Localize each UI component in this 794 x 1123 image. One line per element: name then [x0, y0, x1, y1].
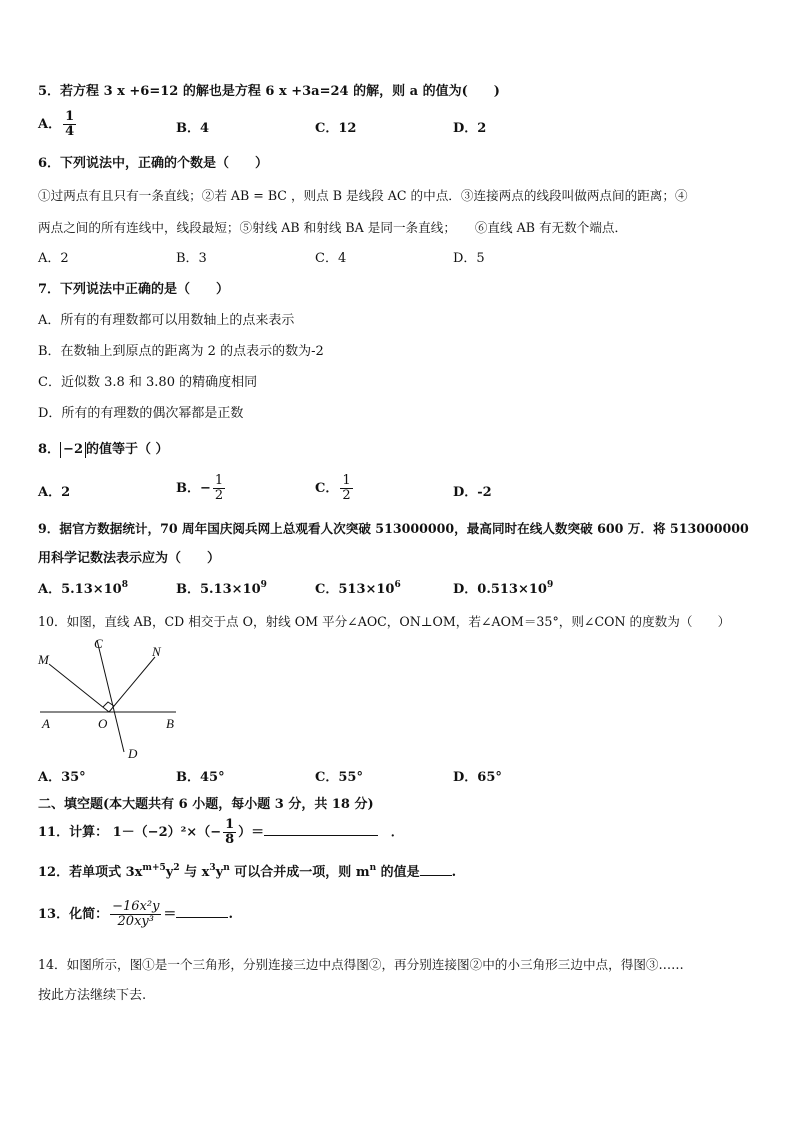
q12-exponent-5: n: [369, 863, 377, 873]
q10-geometry-figure: [36, 634, 186, 764]
q8-stem: [38, 441, 169, 459]
q8-option-c-denominator: 2: [342, 488, 351, 503]
q8-suffix: 的值等于（ ）: [86, 442, 169, 457]
q12-end: .: [451, 865, 457, 880]
line-cd: [97, 640, 124, 752]
q9-option-b-exponent: 9: [260, 580, 267, 590]
q13-stem: [38, 900, 233, 929]
q8-option-c-label: C．: [315, 481, 339, 496]
q13-end: .: [228, 907, 233, 922]
q13-denominator: 20xy³: [110, 914, 161, 929]
q7-stem: 7．下列说法中正确的是（ ）: [38, 282, 230, 297]
q6-option-b[interactable]: B．3: [176, 251, 207, 266]
q9-stem-line2: 用科学记数法表示应为（ ）: [38, 551, 221, 566]
q12-mid-1: y: [165, 865, 174, 880]
q8-option-d[interactable]: D．-2: [453, 485, 492, 500]
q12-exponent-1: m+5: [142, 863, 166, 873]
label-c: C: [94, 636, 103, 651]
q5-option-a-denominator: 4: [65, 124, 75, 139]
q9-stem-line1: 9．据官方数据统计，70 周年国庆阅兵网上总观看人次突破 513000000，最高同时在线人数突破 600 万．将 513000000: [38, 521, 749, 536]
q12-mid-2: 与 x: [179, 865, 210, 880]
q12-exponent-4: n: [223, 863, 230, 873]
q6-option-d[interactable]: D．5: [453, 251, 485, 266]
q6-statements-line2: 两点之间的所有连线中，线段最短；⑤射线 AB 和射线 BA 是同一条直线； ⑥直线 AB 有无数个端点．: [38, 220, 628, 235]
q14-stem-line1: 14．如图所示，图①是一个三角形，分别连接三边中点得图②，再分别连接图②中的小三角形三边中点，得图③……: [38, 957, 684, 972]
q9-option-d[interactable]: [453, 581, 553, 599]
q8-option-b-numerator: 1: [214, 473, 224, 488]
q13-prefix: 13．化简：: [38, 907, 109, 922]
q9-option-a[interactable]: [38, 581, 128, 599]
q10-option-a[interactable]: A．35°: [38, 770, 86, 785]
q5-option-a-label: A．: [38, 117, 62, 132]
ray-on: [109, 657, 155, 712]
q12-exponent-2: 2: [173, 863, 180, 873]
q5-option-a[interactable]: [38, 110, 78, 139]
q5-stem: 5．若方程 3 x +6=12 的解也是方程 6 x +3a=24 的解，则 a 的值为( ): [38, 84, 500, 99]
q8-option-a[interactable]: A．2: [38, 485, 71, 500]
q8-option-c-fraction: [340, 474, 352, 503]
q5-option-a-numerator: 1: [65, 109, 75, 124]
q7-option-c[interactable]: C．近似数 3.8 和 3.80 的精确度相同: [38, 375, 258, 390]
q9-option-d-base: D．0.513×10: [453, 582, 547, 597]
q12-mid-4: 可以合并成一项，则 m: [229, 865, 370, 880]
q8-option-b-label: B．−: [176, 481, 211, 496]
q7-option-b[interactable]: B．在数轴上到原点的距离为 2 的点表示的数为-2: [38, 344, 324, 359]
q9-option-a-exponent: 8: [121, 580, 128, 590]
q6-stem: 6．下列说法中，正确的个数是（ ）: [38, 156, 269, 171]
q11-stem: [38, 818, 404, 847]
q9-option-c[interactable]: [315, 581, 401, 599]
q8-absolute-value: −2: [60, 442, 86, 458]
q6-statements-line1: ①过两点有且只有一条直线；②若 AB = BC ，则点 B 是线段 AC 的中点．③连接两点的线段叫做两点间的距离；④: [38, 188, 688, 203]
q12-answer-blank[interactable]: [420, 862, 452, 876]
label-o: O: [98, 716, 108, 731]
q11-prefix: 11．计算：: [38, 825, 109, 840]
q11-fraction-numerator: 1: [225, 817, 235, 832]
q8-option-b-denominator: 2: [214, 488, 224, 503]
label-n: N: [152, 644, 161, 659]
q12-suffix: 的值是: [376, 865, 420, 880]
q7-option-a[interactable]: A．所有的有理数都可以用数轴上的点来表示: [38, 313, 295, 328]
q5-option-a-fraction: [63, 110, 76, 139]
q13-fraction: [110, 900, 161, 929]
q9-option-b[interactable]: [176, 581, 267, 599]
q6-option-c[interactable]: C．4: [315, 251, 347, 266]
q13-answer-blank[interactable]: [176, 904, 228, 918]
q5-option-b[interactable]: B．4: [176, 121, 210, 136]
q13-numerator: −16x²y: [112, 899, 160, 914]
q7-option-d[interactable]: D．所有的有理数的偶次幂都是正数: [38, 406, 244, 421]
q14-stem-line2: 按此方法继续下去.: [38, 988, 147, 1003]
q11-expression-start: 1－（−2）²×（−: [112, 825, 222, 840]
q11-fraction: [223, 818, 236, 847]
q10-option-b[interactable]: B．45°: [176, 770, 225, 785]
q8-option-c[interactable]: [315, 474, 355, 503]
q10-option-d[interactable]: D．65°: [453, 770, 502, 785]
q9-option-b-base: B．5.13×10: [176, 582, 261, 597]
q9-option-c-exponent: 6: [394, 580, 401, 590]
q12-exponent-3: 3: [209, 863, 216, 873]
q5-option-d[interactable]: D．2: [453, 121, 487, 136]
section-fill-in-heading: 二、填空题(本大题共有 6 小题，每小题 3 分，共 18 分): [38, 797, 374, 812]
q13-equals: ＝: [163, 907, 177, 922]
q11-expression-end: ）＝: [238, 825, 265, 840]
q10-option-c[interactable]: C．55°: [315, 770, 363, 785]
q11-end: ．: [390, 825, 404, 840]
q12-prefix: 12．若单项式 3x: [38, 865, 143, 880]
q8-prefix: 8．: [38, 442, 61, 457]
q11-answer-blank[interactable]: [264, 822, 378, 836]
label-a: A: [42, 716, 50, 731]
label-d: D: [128, 746, 138, 761]
q8-option-c-numerator: 1: [342, 473, 351, 488]
q10-stem: 10．如图，直线 AB，CD 相交于点 O，射线 OM 平分∠AOC，ON⊥OM，若∠AOM＝35°，则∠CON 的度数为（ ）: [38, 614, 731, 629]
label-m: M: [38, 652, 49, 667]
q9-option-c-base: C．513×10: [315, 582, 395, 597]
q9-option-d-exponent: 9: [546, 580, 554, 590]
q8-option-b-fraction: [213, 474, 225, 503]
q12-stem: [38, 862, 456, 882]
label-b: B: [166, 716, 174, 731]
q12-mid-3: y: [215, 865, 224, 880]
q8-option-b[interactable]: [176, 474, 227, 503]
q5-option-c[interactable]: C．12: [315, 121, 357, 136]
q11-fraction-denominator: 8: [225, 832, 235, 847]
q9-option-a-base: A．5.13×10: [38, 582, 122, 597]
q6-option-a[interactable]: A．2: [38, 251, 69, 266]
ray-om: [49, 664, 109, 712]
